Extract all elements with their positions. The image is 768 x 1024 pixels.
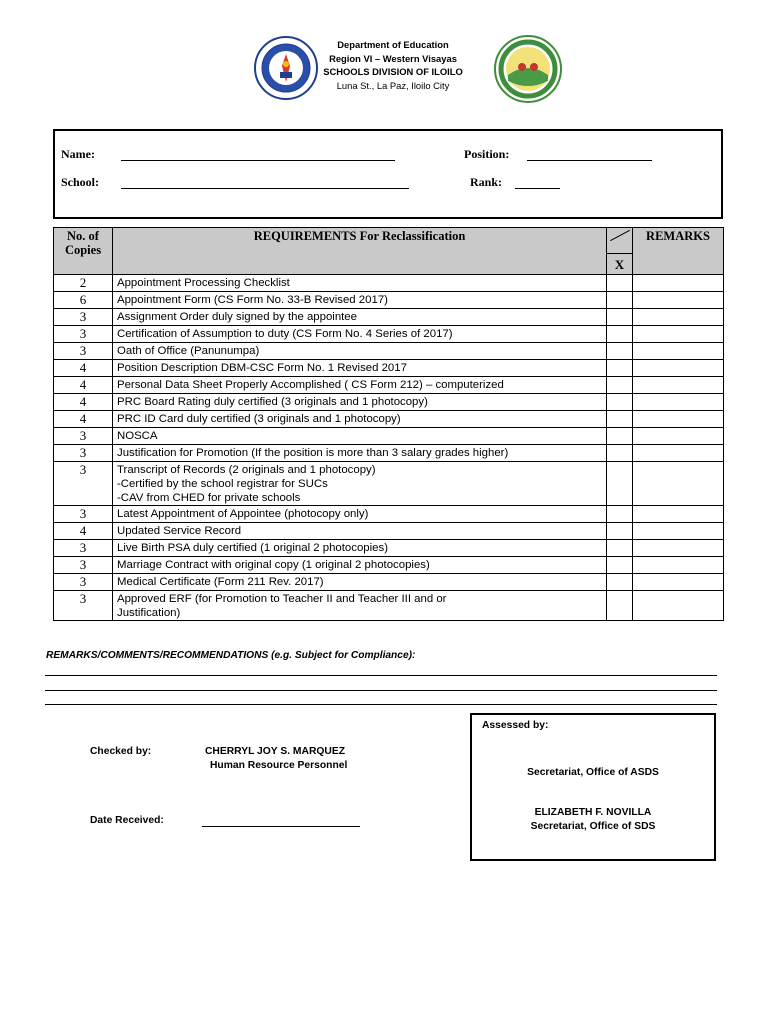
- requirement-text: PRC Board Rating duly certified (3 originals and 1 photocopy): [117, 396, 428, 408]
- assessed-by-label: Assessed by:: [482, 720, 549, 731]
- requirement-subtext: Justification): [117, 607, 181, 619]
- requirement-text: Assignment Order duly signed by the appointee: [117, 311, 357, 323]
- applicant-info-box: [53, 129, 723, 219]
- check-cell[interactable]: [607, 574, 633, 591]
- requirement-text: NOSCA: [117, 430, 158, 442]
- table-row: [54, 462, 724, 506]
- copies-cell: 3: [54, 540, 113, 557]
- requirement-cell: [113, 574, 607, 591]
- requirement-cell: [113, 445, 607, 462]
- copies-cell: 3: [54, 309, 113, 326]
- requirement-cell: [113, 343, 607, 360]
- table-row: [54, 428, 724, 445]
- check-cell[interactable]: [607, 462, 633, 506]
- assessor-1-title: Secretariat, Office of ASDS: [527, 767, 659, 778]
- table-row: [54, 292, 724, 309]
- copies-column-header: No. of Copies: [54, 228, 113, 275]
- requirement-cell: [113, 428, 607, 445]
- requirement-text: PRC ID Card duly certified (3 originals and 1 photocopy): [117, 413, 401, 425]
- copies-cell: 6: [54, 292, 113, 309]
- check-cell[interactable]: [607, 445, 633, 462]
- check-cell[interactable]: [607, 411, 633, 428]
- department-name: Department of Education: [337, 39, 449, 50]
- remarks-cell[interactable]: [633, 343, 724, 360]
- table-row: [54, 377, 724, 394]
- requirement-cell: [113, 506, 607, 523]
- remarks-line-3[interactable]: [45, 704, 717, 705]
- assessed-by-box: [470, 713, 716, 861]
- check-cell[interactable]: [607, 326, 633, 343]
- check-cell[interactable]: [607, 428, 633, 445]
- remarks-cell[interactable]: [633, 523, 724, 540]
- name-field[interactable]: [121, 160, 395, 161]
- remarks-cell[interactable]: [633, 275, 724, 292]
- table-row: [54, 506, 724, 523]
- remarks-label: REMARKS/COMMENTS/RECOMMENDATIONS (e.g. Subject for Compliance):: [46, 650, 416, 661]
- table-row: [54, 309, 724, 326]
- requirement-text: Medical Certificate (Form 211 Rev. 2017): [117, 576, 324, 588]
- rank-label: Rank:: [470, 175, 503, 189]
- remarks-cell[interactable]: [633, 428, 724, 445]
- check-cell[interactable]: [607, 540, 633, 557]
- position-label: Position:: [464, 147, 510, 161]
- requirement-text: Certification of Assumption to duty (CS Form No. 4 Series of 2017): [117, 328, 453, 340]
- copies-cell: 4: [54, 377, 113, 394]
- table-row: [54, 360, 724, 377]
- requirement-cell: [113, 309, 607, 326]
- remarks-cell[interactable]: [633, 394, 724, 411]
- checked-by-name: CHERRYL JOY S. MARQUEZ: [205, 746, 345, 757]
- school-label: School:: [61, 175, 100, 189]
- remarks-column-header: REMARKS: [633, 228, 724, 275]
- copies-cell: 3: [54, 506, 113, 523]
- checked-by-label: Checked by:: [90, 746, 152, 757]
- remarks-cell[interactable]: [633, 377, 724, 394]
- requirement-text: Live Birth PSA duly certified (1 original 2 photocopies): [117, 542, 388, 554]
- division-address: Luna St., La Paz, Iloilo City: [336, 79, 450, 91]
- requirement-text: Oath of Office (Panunumpa): [117, 345, 260, 357]
- requirement-text: Approved ERF (for Promotion to Teacher II and Teacher III and or: [117, 593, 447, 605]
- rank-field[interactable]: [515, 188, 560, 189]
- requirement-text: Justification for Promotion (If the position is more than 3 salary grades higher): [117, 447, 509, 459]
- requirement-cell: [113, 557, 607, 574]
- requirement-text: Position Description DBM-CSC Form No. 1 Revised 2017: [117, 362, 407, 374]
- school-field[interactable]: [121, 188, 409, 189]
- requirements-table-body: [54, 275, 724, 621]
- check-cell[interactable]: [607, 343, 633, 360]
- check-cell[interactable]: [607, 377, 633, 394]
- requirement-cell: [113, 591, 607, 621]
- remarks-cell[interactable]: [633, 411, 724, 428]
- assessor-2-name: ELIZABETH F. NOVILLA: [534, 807, 652, 818]
- check-cell[interactable]: [607, 275, 633, 292]
- remarks-cell[interactable]: [633, 540, 724, 557]
- remarks-cell[interactable]: [633, 360, 724, 377]
- remarks-cell[interactable]: [633, 462, 724, 506]
- copies-cell: 2: [54, 275, 113, 292]
- copies-cell: 3: [54, 343, 113, 360]
- copies-cell: 3: [54, 557, 113, 574]
- date-received-label: Date Received:: [90, 815, 164, 826]
- remarks-line-2[interactable]: [45, 690, 717, 691]
- requirement-cell: [113, 377, 607, 394]
- requirement-cell: [113, 394, 607, 411]
- remarks-cell[interactable]: [633, 591, 724, 621]
- check-cell[interactable]: [607, 523, 633, 540]
- checked-by-title: Human Resource Personnel: [210, 760, 348, 771]
- copies-cell: 3: [54, 326, 113, 343]
- table-row: [54, 574, 724, 591]
- requirement-cell: [113, 540, 607, 557]
- requirement-text: Personal Data Sheet Properly Accomplished ( CS Form 212) – computerized: [117, 379, 504, 391]
- requirement-text: Updated Service Record: [117, 525, 242, 537]
- check-cell[interactable]: [607, 309, 633, 326]
- division-name: SCHOOLS DIVISION OF ILOILO: [323, 66, 463, 77]
- remarks-cell[interactable]: [633, 292, 724, 309]
- remarks-cell[interactable]: [633, 574, 724, 591]
- copies-cell: 3: [54, 462, 113, 506]
- table-row: [54, 540, 724, 557]
- requirements-column-header: REQUIREMENTS For Reclassification: [113, 228, 607, 275]
- region-name: Region VI – Western Visayas: [329, 52, 457, 64]
- requirement-text: Marriage Contract with original copy (1 original 2 photocopies): [117, 559, 430, 571]
- requirement-cell: [113, 411, 607, 428]
- requirements-table: [53, 227, 724, 621]
- check-cell[interactable]: [607, 394, 633, 411]
- copies-cell: 4: [54, 523, 113, 540]
- remarks-cell[interactable]: [633, 557, 724, 574]
- requirement-cell: [113, 275, 607, 292]
- remarks-cell[interactable]: [633, 506, 724, 523]
- copies-cell: 4: [54, 360, 113, 377]
- position-field[interactable]: [527, 160, 652, 161]
- copies-cell: 3: [54, 574, 113, 591]
- requirement-cell: [113, 360, 607, 377]
- checkmark-icon: [610, 230, 630, 241]
- division-seal-icon: [494, 35, 562, 103]
- requirement-text: Latest Appointment of Appointee (photocopy only): [117, 508, 369, 520]
- check-x-label: X: [607, 253, 632, 274]
- check-cell[interactable]: [607, 360, 633, 377]
- requirement-text: Appointment Form (CS Form No. 33-B Revised 2017): [117, 294, 388, 306]
- requirement-text: Transcript of Records (2 originals and 1 photocopy): [117, 464, 376, 476]
- copies-cell: 4: [54, 411, 113, 428]
- remarks-line-1[interactable]: [45, 675, 717, 676]
- copies-cell: 3: [54, 591, 113, 621]
- date-received-field[interactable]: [202, 826, 360, 827]
- requirement-cell: [113, 462, 607, 506]
- requirement-text: Appointment Processing Checklist: [117, 277, 290, 289]
- table-row: [54, 326, 724, 343]
- table-row: [54, 557, 724, 574]
- table-row: [54, 445, 724, 462]
- copies-cell: 3: [54, 445, 113, 462]
- check-cell[interactable]: [607, 292, 633, 309]
- remarks-cell[interactable]: [633, 309, 724, 326]
- remarks-cell[interactable]: [633, 445, 724, 462]
- remarks-cell[interactable]: [633, 326, 724, 343]
- requirement-cell: [113, 523, 607, 540]
- requirement-cell: [113, 292, 607, 309]
- name-label: Name:: [61, 147, 95, 161]
- table-row: [54, 411, 724, 428]
- assessor-2-title: Secretariat, Office of SDS: [530, 821, 656, 832]
- check-column-header: [607, 228, 633, 275]
- copies-cell: 4: [54, 394, 113, 411]
- check-cell[interactable]: [607, 557, 633, 574]
- table-row: [54, 591, 724, 621]
- table-row: [54, 523, 724, 540]
- table-header-row: [54, 228, 724, 275]
- table-row: [54, 394, 724, 411]
- table-row: [54, 343, 724, 360]
- requirement-subtext: -Certified by the school registrar for SUCs: [117, 478, 328, 490]
- agency-header: [300, 38, 486, 92]
- copies-cell: 3: [54, 428, 113, 445]
- requirement-subtext: -CAV from CHED for private schools: [117, 492, 301, 504]
- requirement-cell: [113, 326, 607, 343]
- check-cell[interactable]: [607, 506, 633, 523]
- table-row: [54, 275, 724, 292]
- check-cell[interactable]: [607, 591, 633, 621]
